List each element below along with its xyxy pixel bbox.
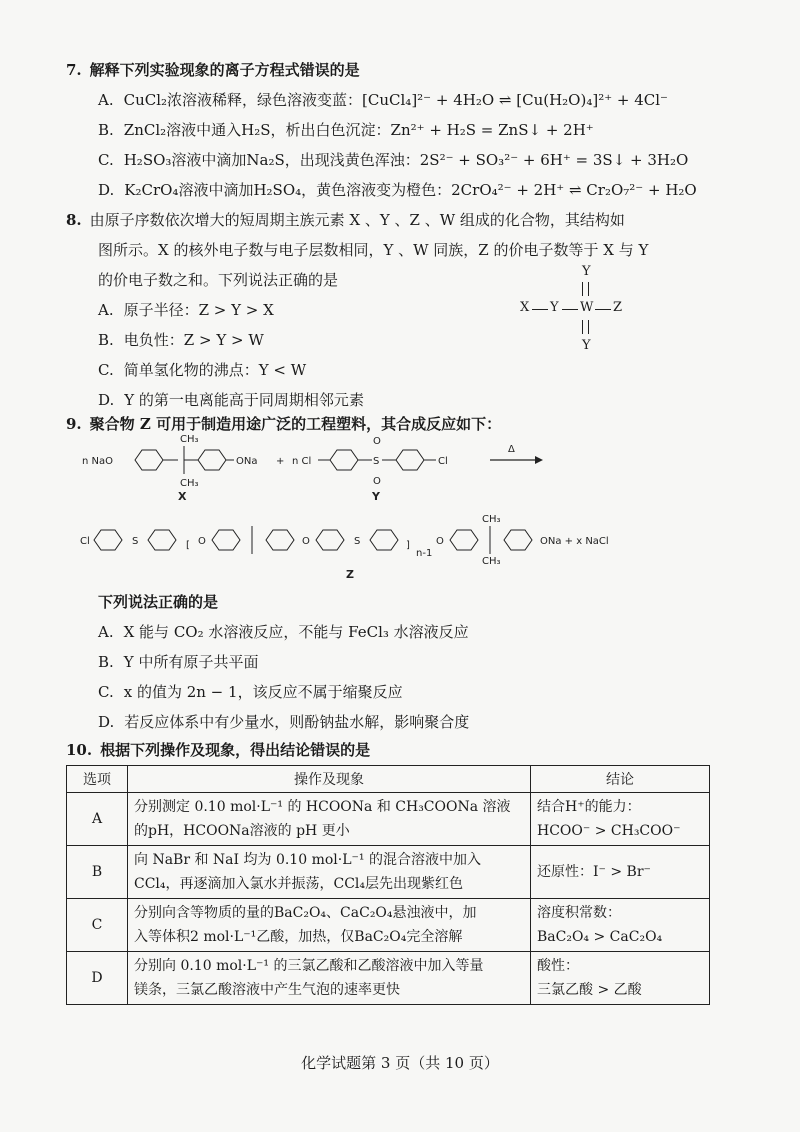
q8-option-d	[98, 390, 364, 410]
q8-stem-line-3: 的价电子数之和。下列说法正确的是	[98, 271, 339, 289]
table-cell-operation	[128, 846, 531, 899]
rxn-benzene-ring	[135, 450, 163, 470]
rxn-benzene-ring	[370, 530, 398, 550]
q7-option-a	[98, 90, 668, 110]
table-row	[67, 846, 710, 899]
q7-option-a-text: CuCl₂浓溶液稀释，绿色溶液变蓝：[CuCl₄]²⁻ + 4H₂O ⇌ [Cu(H₂O)₄]²⁺ + 4Cl⁻	[123, 91, 668, 109]
rxn-benzene-ring	[396, 450, 424, 470]
rxn-benzene-ring	[330, 450, 358, 470]
rxn-z-s1: S	[132, 536, 139, 547]
table-cell-option: B	[67, 846, 128, 899]
rxn-label-z: Z	[346, 568, 354, 581]
rxn-z-s2: S	[354, 536, 361, 547]
q10-stem	[66, 740, 370, 760]
operation-line-1: 分别测定 0.10 mol·L⁻¹ 的 HCOONa 和 CH₃COONa 溶液	[134, 799, 511, 815]
q8-stem-text-1: 由原子序数依次增大的短周期主族元素 X 、Y 、Z 、W 组成的化合物，其结构如	[89, 211, 625, 229]
conclusion-line-2: 三氯乙酸 > 乙酸	[537, 982, 642, 998]
page-footer: 化学试题第 3 页（共 10 页）	[301, 1054, 499, 1072]
q7-option-c-label: C.	[98, 151, 114, 169]
q8-option-c-text: 简单氢化物的沸点：Y < W	[123, 361, 307, 379]
q9-option-a-label: A.	[98, 623, 114, 641]
q7-option-c	[98, 150, 688, 170]
q9-option-b-text: Y 中所有原子共平面	[123, 653, 259, 671]
rxn-z-left: Cl	[80, 536, 90, 547]
q9-stem-text: 聚合物 Z 可用于制造用途广泛的工程塑料，其合成反应如下：	[89, 415, 502, 433]
conclusion-line-1: 结合H⁺的能力：	[537, 799, 641, 815]
rxn-z-o1: O	[198, 536, 206, 547]
rxn-benzene-ring	[266, 530, 294, 550]
q7-option-d-label: D.	[98, 181, 115, 199]
q7-option-b-text: ZnCl₂溶液中通入H₂S，析出白色沉淀：Zn²⁺ + H₂S = ZnS↓ + 2H⁺	[123, 121, 594, 139]
rxn-bracket-right: ]	[406, 540, 410, 551]
rxn-x-left: n NaO	[82, 456, 113, 467]
table-cell-option: D	[67, 952, 128, 1005]
rxn-z-ch3-bottom: CH₃	[482, 556, 501, 567]
q7-option-a-label: A.	[98, 91, 114, 109]
table-header-option: 选项	[67, 766, 128, 793]
q9-number: 9.	[66, 415, 82, 433]
rxn-delta: Δ	[508, 444, 515, 455]
rxn-label-x: X	[178, 490, 187, 503]
rxn-y-right: Cl	[438, 456, 448, 467]
q7-option-d	[98, 180, 697, 200]
q8-option-b-text: 电负性：Z > Y > W	[123, 331, 264, 349]
rxn-z-o3: O	[436, 536, 444, 547]
q9-stem	[66, 414, 501, 434]
rxn-benzene-ring	[148, 530, 176, 550]
q10-stem-text: 根据下列操作及现象，得出结论错误的是	[100, 741, 371, 759]
struct-atom-top: Y	[582, 264, 591, 279]
struct-bond-left	[532, 309, 548, 310]
q9-option-a-text: X 能与 CO₂ 水溶液反应，不能与 FeCl₃ 水溶液反应	[123, 623, 469, 641]
q8-option-c	[98, 360, 306, 380]
operation-line-1: 向 NaBr 和 NaI 均为 0.10 mol·L⁻¹ 的混合溶液中加入	[134, 852, 481, 868]
q8-number: 8.	[66, 211, 82, 229]
rxn-benzene-ring	[212, 530, 240, 550]
q8-structure-diagram	[520, 262, 640, 362]
table-header-conclusion: 结论	[531, 766, 710, 793]
q8-option-a-label: A.	[98, 301, 114, 319]
struct-bond-top	[582, 282, 589, 296]
rxn-ch3-top: CH₃	[180, 434, 199, 445]
q8-option-d-label: D.	[98, 391, 115, 409]
q7-number: 7.	[66, 61, 82, 79]
conclusion-line-1: 还原性：I⁻ > Br⁻	[537, 864, 651, 880]
rxn-z-ch3-top: CH₃	[482, 514, 501, 525]
table-row	[67, 952, 710, 1005]
table-cell-operation	[128, 793, 531, 846]
q9-reaction-scheme	[80, 432, 720, 582]
struct-bond-mid	[562, 309, 578, 310]
q7-option-c-text: H₂SO₃溶液中滴加Na₂S，出现浅黄色浑浊：2S²⁻ + SO₃²⁻ + 6H⁺ = 3S↓ + 3H₂O	[123, 151, 689, 169]
operation-line-1: 分别向含等物质的量的BaC₂O₄、CaC₂O₄悬浊液中，加	[134, 905, 477, 921]
table-cell-conclusion	[531, 952, 710, 1005]
struct-atom-center: W	[580, 300, 594, 315]
q8-option-b	[98, 330, 264, 350]
conclusion-line-2: BaC₂O₄ > CaC₂O₄	[537, 929, 663, 945]
rxn-y-left: n Cl	[292, 456, 312, 467]
q9-option-c-text: x 的值为 2n − 1，该反应不属于缩聚反应	[123, 683, 403, 701]
rxn-so2-s: S	[373, 456, 380, 467]
q9-option-b	[98, 652, 258, 672]
q9-option-a	[98, 622, 469, 642]
q8-option-c-label: C.	[98, 361, 114, 379]
q7-option-b	[98, 120, 594, 140]
struct-atom-bottom: Y	[582, 338, 591, 353]
q10-number: 10.	[66, 741, 93, 759]
rxn-so2-o-bottom: O	[373, 476, 381, 487]
q10-table	[66, 765, 710, 1005]
q7-stem-text: 解释下列实验现象的离子方程式错误的是	[89, 61, 360, 79]
operation-line-2: 镁条，三氯乙酸溶液中产生气泡的速率更快	[134, 982, 400, 998]
q9-option-c-label: C.	[98, 683, 114, 701]
operation-line-2: 入等体积2 mol·L⁻¹乙酸，加热，仅BaC₂O₄完全溶解	[134, 929, 463, 945]
q8-option-a	[98, 300, 274, 320]
rxn-z-o2: O	[302, 536, 310, 547]
rxn-plus: +	[276, 456, 285, 467]
table-header-row	[67, 766, 710, 793]
rxn-z-subscript: n-1	[416, 548, 433, 559]
struct-atom-mid: Y	[550, 300, 559, 315]
q7-option-b-label: B.	[98, 121, 114, 139]
table-cell-conclusion	[531, 846, 710, 899]
q7-stem	[66, 60, 360, 80]
q9-option-d	[98, 712, 469, 732]
struct-atom-right: Z	[613, 300, 623, 315]
rxn-benzene-ring	[94, 530, 122, 550]
table-row	[67, 899, 710, 952]
q9-option-c	[98, 682, 403, 702]
operation-line-2: CCl₄，再逐滴加入氯水并振荡，CCl₄层先出现紫红色	[134, 876, 464, 892]
operation-line-1: 分别向 0.10 mol·L⁻¹ 的三氯乙酸和乙酸溶液中加入等量	[134, 958, 484, 974]
conclusion-line-1: 酸性：	[537, 958, 579, 974]
q9-option-d-label: D.	[98, 713, 115, 731]
q8-stem-line-2: 图所示。X 的核外电子数与电子层数相同，Y 、W 同族，Z 的价电子数等于 X 与 Y	[98, 241, 649, 259]
table-cell-operation	[128, 899, 531, 952]
rxn-benzene-ring	[198, 450, 226, 470]
operation-line-2: 的pH，HCOONa溶液的 pH 更小	[134, 823, 350, 839]
table-cell-conclusion	[531, 899, 710, 952]
q8-option-b-label: B.	[98, 331, 114, 349]
rxn-ch3-bottom: CH₃	[180, 478, 199, 489]
rxn-label-y: Y	[372, 490, 380, 503]
conclusion-line-2: HCOO⁻ > CH₃COO⁻	[537, 823, 681, 839]
struct-bond-bottom	[582, 320, 589, 334]
q8-option-a-text: 原子半径：Z > Y > X	[123, 301, 274, 319]
table-cell-operation	[128, 952, 531, 1005]
table-cell-option: C	[67, 899, 128, 952]
rxn-benzene-ring	[504, 530, 532, 550]
rxn-bracket-left: [	[186, 540, 190, 551]
conclusion-line-1: 溶度积常数：	[537, 905, 621, 921]
q9-sub-stem: 下列说法正确的是	[98, 593, 219, 611]
table-cell-conclusion	[531, 793, 710, 846]
rxn-z-right: ONa + x NaCl	[540, 536, 609, 547]
q9-option-b-label: B.	[98, 653, 114, 671]
table-header-operation: 操作及现象	[128, 766, 531, 793]
table-cell-option: A	[67, 793, 128, 846]
table-row	[67, 793, 710, 846]
q8-stem-line-1	[66, 210, 625, 230]
q7-option-d-text: K₂CrO₄溶液中滴加H₂SO₄，黄色溶液变为橙色：2CrO₄²⁻ + 2H⁺ ⇌ Cr₂O₇²⁻ + H₂O	[124, 181, 697, 199]
rxn-so2-o-top: O	[373, 436, 381, 447]
q8-option-d-text: Y 的第一电离能高于同周期相邻元素	[124, 391, 364, 409]
struct-bond-right	[595, 309, 611, 310]
q9-option-d-text: 若反应体系中有少量水，则酚钠盐水解，影响聚合度	[124, 713, 470, 731]
rxn-arrowhead	[535, 456, 543, 464]
rxn-x-right: ONa	[236, 456, 258, 467]
rxn-benzene-ring	[316, 530, 344, 550]
rxn-benzene-ring	[450, 530, 478, 550]
struct-atom-left: X	[520, 300, 530, 315]
